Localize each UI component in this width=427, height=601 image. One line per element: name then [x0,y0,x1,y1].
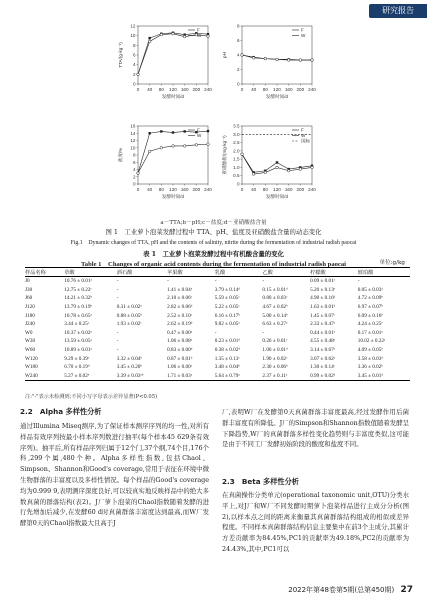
table-cell: 0.83 ± 0.00ᵈ [167,347,193,354]
paragraph-right-1: 厂,表明W厂在发酵第0天真菌群落丰富度最高,经过发酵作用后菌群丰富度有所降低。J厂的Simpson和Shannon指数值随着发酵呈下降趋势,W厂的真菌群落多样性变化趋势则与丰富度类似,这可能是由于不同工厂发酵初始阶段的酸度和盐度不同。 [222,408,409,449]
data-point [252,173,255,176]
table-note: 注:"-"表示未检测到;不同小写字母表示差异显著(P<0.05) [25,394,158,400]
y-tick-label: 16 [130,123,136,129]
y-tick-label: 1.0 [233,164,240,170]
table-cell: - [116,295,119,302]
table-cell: 2.30 ± 0.06ᵇ [262,364,288,371]
table-cell: 3.44 ± 0.25ᶜ [64,321,90,328]
table-cell: J30 [25,286,33,293]
table-cell: 1.90 ± 0.02ᶜ [262,355,288,362]
table-cell: 3.48 ± 0.04ᵇ [214,364,240,371]
table-cell: 0.05 ± 0.03ᵃ [357,286,383,293]
table-cell: 0.38 ± 0.02ᵈ [214,347,240,354]
table-cell: 9.82 ± 0.05ᵃ [214,321,240,328]
table-cell: 4.24 ± 0.25ᵉ [357,321,383,328]
data-point [276,161,278,163]
section-heading-alpha: 2.2 Alpha 多样性分析 [20,407,102,416]
table-row [25,311,410,320]
table-cell: 10.89 ± 0.01ᵃ [64,347,92,354]
table-row [25,286,410,295]
x-axis-label: 发酵时间/d [161,194,185,199]
table-cell: 13.79 ± 0.19ᵇ [64,304,93,311]
table-cell: 0.23 ± 0.01ᵈ [214,338,240,345]
data-point [172,145,175,148]
x-tick-label: 40 [251,87,257,92]
data-point [172,131,174,133]
table-cell: 3.45 ± 0.01ᵈ [358,372,410,381]
table-cell: - [116,329,119,336]
x-tick-label: 0 [136,187,140,192]
table-cell: 14.21 ± 0.32ᵇ [64,295,93,302]
y-tick-label: 4 [132,167,136,172]
data-point [160,33,163,36]
y-tick-label: 0.5 [233,173,240,179]
y-tick-label: 6 [236,38,240,43]
table-unit: 单位:g/kg [379,260,405,266]
chart-d-svg [222,122,322,204]
table-cell: 6.70 ± 0.19ᵈ [64,364,90,371]
table-cell: 12.75 ± 0.22ᶜ [64,286,92,293]
data-point [137,172,140,175]
data-point [207,35,210,38]
data-point [264,171,267,174]
table-row [25,320,410,329]
data-point [276,58,279,61]
table-cell: 0.47 ± 0.00ᵃ [167,329,193,336]
legend-label: W [197,33,202,38]
figure-caption-en: Fig.1 Dynamic changes of TTA, pH and the contents of salinity, nitrite during the fermentation of industrial radish paocai [70,240,357,246]
table-cell: - [262,329,265,336]
x-tick-label: 120 [273,87,281,92]
table-title-cn: 表 1 工业萝卜泡菜发酵过程中有机酸含量的变化 [143,250,284,258]
legend-label: W [301,133,306,138]
data-point [137,73,140,76]
table-cell: 5.59 ± 0.05ᶜ [214,295,240,302]
table-cell: 4.90 ± 0.16ᵈ [310,295,336,302]
table-cell: 3.79 ± 0.14ᵈ [214,286,240,293]
table-cell: 3.39 ± 0.03ᵃᵇ [117,372,167,381]
table-cell: 6.63 ± 0.27ᵃ [262,321,288,328]
table-cell: 2.10 ± 0.06ᶜ [167,295,193,302]
y-tick-label: 6 [132,52,136,58]
x-tick-label: 200 [192,87,201,92]
data-point [183,145,186,148]
table-header-cell: 苹果酸 [167,268,215,277]
table-cell: 10.37 ± 0.02ᵃ [64,329,92,336]
table-header-cell: 样品名称 [25,268,64,277]
chart-a-svg [118,22,218,104]
table-cell: 0.80 ± 0.03ᶜ [262,295,288,302]
table-cell: 0.31 ± 0.02ᵃ [116,304,142,311]
x-tick-label: 40 [147,187,153,192]
x-tick-label: 120 [273,187,281,192]
table-cell: 5.64 ± 0.79ᵃ [215,372,263,381]
y-tick-label: 0 [132,81,136,87]
series-line [138,144,208,173]
chart-panel-c [118,122,218,204]
x-tick-label: 240 [204,87,212,92]
y-tick-label: 2 [132,174,136,180]
table-header-row [25,268,410,277]
legend-label: W [301,33,306,38]
data-point [299,168,302,171]
table-cell: 2.52 ± 0.10ᶜ [167,312,193,319]
data-point [287,59,290,62]
y-tick-label: 8 [236,23,240,29]
x-tick-label: 0 [240,87,244,92]
y-tick-label: 2 [132,71,136,77]
x-tick-label: 80 [262,87,268,92]
y-axis-label: pH [222,52,227,58]
y-tick-label: 2.5 [233,140,240,146]
series-line [138,34,208,75]
x-tick-label: 120 [169,87,177,92]
table-row [25,303,410,312]
table-cell: 10.76 ± 0.01ᵃ [64,278,92,285]
legend-label: F [301,27,304,33]
table-row [25,346,410,355]
table-row [25,363,410,372]
y-tick-label: 1.5 [233,156,240,162]
table-cell: 3.58 ± 0.03ᵈ [357,355,383,362]
figure-caption-cn: 图 1 工业萝卜泡菜发酵过程中 TTA、pH、盐度及亚硝酸盐含量的动态变化 [105,228,322,236]
x-tick-label: 80 [158,87,164,92]
page-footer [288,585,413,595]
y-tick-label: 2 [236,67,240,72]
y-tick-label: 10 [130,33,136,39]
table-title-en: Table 1 Changes of organic acid contents during the fermentation of industrial radish paocai [81,261,346,268]
data-point [172,32,175,35]
table-cell: 1.30 ± 0.14ᶜ [310,364,336,371]
x-tick-label: 0 [240,187,244,192]
section-heading-beta: 2.3 Beta 多样性分析 [222,477,299,486]
data-point [183,130,185,132]
y-tick-label: 2.0 [233,148,240,154]
table-cell: - [116,338,119,345]
data-point [195,144,198,147]
y-tick-label: 3.5 [233,123,240,129]
table-cell: W180 [25,364,38,371]
data-point [148,132,150,134]
table-cell: W60 [25,347,36,354]
table-cell: J0 [25,278,30,285]
footer-journal-issue: 2022年第48卷第5期(总第450期) [288,586,395,594]
y-tick-label: 12 [130,23,136,29]
table-cell: - [116,278,119,285]
chart-panel-d [222,122,322,204]
table-cell: 4.55 ± 0.48ᵃ [310,338,336,345]
table-cell: 4.67 ± 0.02ᵇ [262,304,288,311]
y-tick-label: 8 [132,152,136,158]
table-cell: 1.35 ± 0.13ᶜ [214,355,240,362]
table-cell: 13.59 ± 0.05ᵃ [64,338,92,345]
legend-label: F [197,27,200,33]
table-header-cell: 乙酸 [262,268,310,277]
table-row [25,277,410,286]
table-cell: 5.27 ± 0.02ᵉ [64,372,117,381]
table-cell: 2.33 ± 0.47ᵃ [310,321,336,328]
table-cell: 0.44 ± 0.01ᵃ [310,329,336,336]
data-point [148,37,150,39]
x-tick-label: 40 [147,87,153,92]
table-cell: W120 [25,355,38,362]
data-point [264,57,267,60]
table-row [25,372,410,381]
table-cell: W0 [25,329,33,336]
table-cell: 4.72 ± 0.09ᵇ [357,295,383,302]
x-tick-label: 120 [169,187,177,192]
data-point [148,150,151,153]
table-cell: 0.09 ± 0.01ᵃ [310,278,336,285]
table-cell: 3.32 ± 0.04ᵇ [116,355,142,362]
table-cell: 0.99 ± 0.02ᵈ [310,372,358,381]
legend-label: W [197,133,202,138]
table-header-cell: 乳酸 [215,268,263,277]
paragraph-left: 通过Illumina Miseq测序,为了保证样本测序序列的均一性,对所有样品有效序列按最小样本序列数进行抽平(每个样本45 629条有效序列)。抽平后,所有样品序列归属于12个门,37个纲,74个目,176个科,299个属,480个种。Alpha多样性指数,包括Chaol、Simpson、Shannon和Good's coverage,常用于表征在环境中微生物群落的丰富度以及多样性情况。每个样品的Good's coverage均为0.999 9,表明测序深度良好,可以较真实地反映样品中的绝大多数真菌的群落结构(表2)。J厂萝卜泡菜的Chaol指数随着发酵的进行先增加后减少,在发酵60 d时真菌群落丰富度达到最高,而W厂发酵第0天的Chaol指数最大且高于J [20,422,209,528]
legend-label: F [301,127,304,133]
y-tick-label: 0 [236,81,240,87]
x-axis-label: 发酵时间/d [161,94,185,99]
y-axis-label: TTA/(g·kg⁻¹) [118,42,123,68]
table-cell: J120 [25,304,35,311]
data-point [241,153,244,156]
chart-c-svg [118,122,218,204]
table-cell: 5.00 ± 0.14ᵇ [262,312,288,319]
y-tick-label: 8 [132,42,136,48]
table-cell: 1.45 ± 0.07ᶜ [310,312,336,319]
organic-acid-table [25,267,410,381]
chart-b-svg [222,22,322,104]
table-header-cell: 琥珀酸 [358,268,410,277]
legend-label: F [197,127,200,133]
page-number: 27 [400,585,413,595]
x-tick-label: 240 [308,187,316,192]
x-axis-label: 发酵时间/d [265,94,289,99]
table-cell: 3.45 ± 0.20ᵇ [116,364,142,371]
y-tick-label: 6 [132,159,136,165]
table-cell: - [262,278,265,285]
chart-panel-a [118,22,218,104]
table-cell: 1.71 ± 0.03ᵃ [167,372,215,381]
y-tick-label: 0 [236,181,240,187]
y-tick-label: 10 [130,145,136,151]
data-point [207,143,210,146]
y-tick-label: 0 [132,181,136,187]
table-cell: W240 [25,372,64,381]
table-cell: - [214,278,217,285]
table-cell: 1.06 ± 0.08ᵃ [167,338,193,345]
data-point [183,35,186,38]
table-cell: 3.14 ± 0.67ᵃ [310,347,336,354]
paragraph-right-2: 在真菌操作分类单元(operational taxonomic unit,OTU)分类水平上,对J厂和W厂不同发酵时期萝卜泡菜样品进行主成分分析(图2),以样本点之间的距离来衡量其真菌群落结构组成的相似或差异程度。不同样本真菌群落结构信息主要集中在前3个主成分,其累计方差贡献率为84.45%,PC1的贡献率为49.18%,PC2的贡献率为24.43%,其中,PC1可以 [222,491,409,553]
table-cell: 4.09 ± 0.05ᵇ [357,347,383,354]
journal-section-tag: 研究报告 [369,4,427,18]
table-cell: 0.88 ± 0.05ᵇ [116,312,142,319]
data-point [207,130,209,132]
data-point [287,169,290,172]
table-row [25,329,410,338]
x-tick-label: 200 [296,87,305,92]
table-cell: 2.37 ± 0.11ᵃ [262,372,310,381]
data-point [160,130,162,132]
data-point [276,166,279,169]
x-axis-label: 发酵时间/d [265,194,289,199]
data-point [299,59,302,62]
table-cell: - [116,286,119,293]
table-cell: J60 [25,295,33,302]
data-point [148,40,151,43]
y-tick-label: 4 [132,62,136,68]
y-tick-label: 4 [236,52,240,58]
chart-panel-b [222,22,322,104]
table-cell: - [167,278,169,285]
table-cell: 1.06 ± 0.01ᵈ [262,347,288,354]
x-tick-label: 200 [296,187,305,192]
x-tick-label: 80 [158,187,164,192]
table-cell: 2.62 ± 0.19ᵈ [167,321,193,328]
table-cell: 5.20 ± 0.13ᵉ [310,286,336,293]
table-cell: 0.26 ± 0.01ᶜ [262,338,288,345]
table-cell: 6.97 ± 0.07ᵇ [357,304,383,311]
table-row [25,294,410,303]
y-tick-label: 3.0 [233,131,240,137]
table-cell: 9.29 ± 0.39ᶜ [64,355,90,362]
table-row [25,337,410,346]
legend-label: 国标 [301,138,311,144]
table-cell: 6.16 ± 0.17ᵇ [214,312,240,319]
x-tick-label: 0 [136,87,140,92]
data-point [252,57,255,60]
table-cell: 2.82 ± 0.06ᵈ [167,304,193,311]
x-tick-label: 240 [308,87,316,92]
table-cell: 3.36 ± 0.02ᵇ [357,364,383,371]
table-body [25,277,410,381]
table-cell: 3.07 ± 0.62ᵃ [310,355,336,362]
y-tick-label: 14 [130,130,136,136]
table-cell: 5.22 ± 0.05ᶜ [214,304,240,311]
table-cell: - [214,329,217,336]
y-tick-label: 12 [130,138,136,143]
table-header-cell: 柠檬酸 [310,268,358,277]
table-cell: - [116,347,119,354]
x-tick-label: 40 [251,187,257,192]
x-tick-label: 240 [204,187,212,192]
table-cell: 1.93 ± 0.02ᶜ [116,321,142,328]
table-cell: J180 [25,312,35,319]
table-cell: 10.78 ± 0.65ᵃ [64,312,92,319]
table-cell: 1.63 ± 0.01ᵈ [310,304,336,311]
table-cell: 0.17 ± 0.01ᵃ [357,329,383,336]
data-point [311,59,314,62]
table-cell: 0.15 ± 0.01ᵈ [262,286,288,293]
x-tick-label: 160 [180,87,189,92]
data-point [311,166,314,169]
table-cell: 0.87 ± 0.01ᵈ [167,355,193,362]
table-cell: - [357,278,360,285]
table-row [25,354,410,363]
x-tick-label: 160 [180,187,189,192]
data-point [241,54,244,57]
y-axis-label: 盐度/% [118,147,123,163]
table-cell: 1.06 ± 0.00ᶜ [167,364,193,371]
table-cell: 10.02 ± 0.22ᵃ [357,338,386,345]
table-cell: 6.09 ± 0.16ᵉ [357,312,383,319]
table-cell: 1.41 ± 0.04ᵃ [167,286,193,293]
figure-subcaption: a－TTA;b－pH;c－盐度;d－亚硝酸盐含量 [160,220,267,226]
x-tick-label: 160 [284,187,293,192]
x-tick-label: 80 [262,187,268,192]
table-cell: W30 [25,338,36,345]
table-cell: J240 [25,321,35,328]
data-point [160,146,163,149]
y-axis-label: 亚硝酸盐/(mg·kg⁻¹) [222,135,227,175]
x-tick-label: 200 [192,187,201,192]
table-header-cell: 草酸 [64,268,117,277]
table-header-cell: 酒石酸 [117,268,167,277]
x-tick-label: 160 [284,87,293,92]
